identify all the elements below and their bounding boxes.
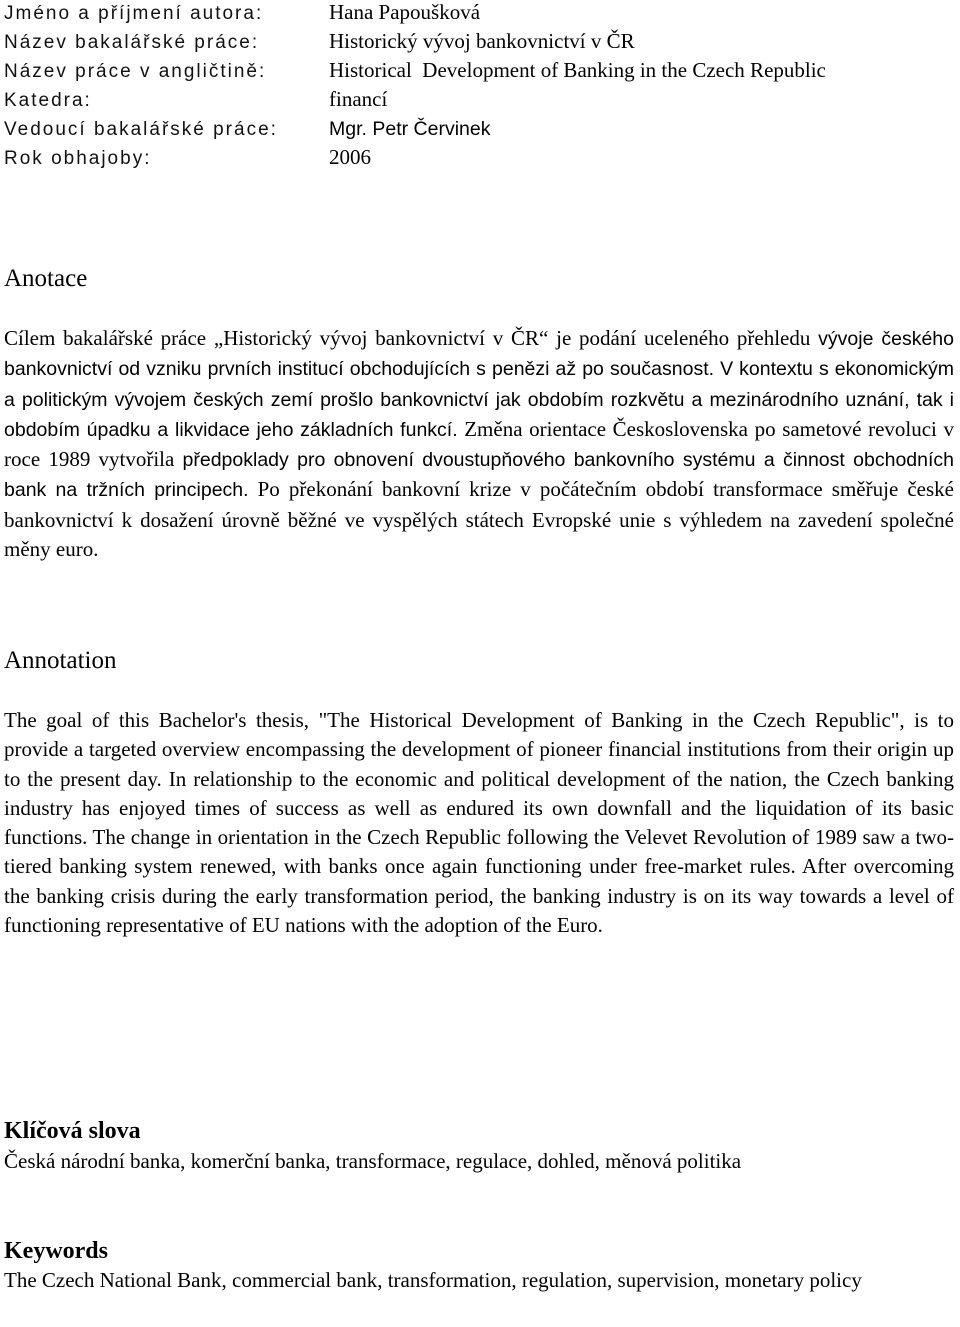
klicova-slova-text: Česká národní banka, komerční banka, transformace, regulace, dohled, měnová politika (4, 1149, 742, 1173)
meta-row-defense-year (4, 143, 826, 172)
meta-label: Vedoucí bakalářské práce: (4, 119, 278, 140)
meta-row-department (4, 85, 826, 114)
meta-label: Katedra: (4, 90, 92, 111)
meta-row-supervisor (4, 114, 826, 143)
meta-value: Historical Development of Banking in the Czech Republic (329, 58, 826, 82)
annotation-paragraph: The goal of this Bachelor's thesis, "The Historical Development of Banking in the Czech Republic", is to provide a targeted overview encompassing the development of pioneer financial institutions from their origin up to the present day. In relationship to the economic and political development of the nation, the Czech banking industry has enjoyed times of success as well as endured its own downfall and the liquidation of its basic functions. The change in orientation in the Czech Republic following the Velevet Revolution of 1989 saw a two-tiered banking system renewed, with banks once again functioning under free-market rules. After overcoming the banking crisis during the early transformation period, the banking industry is on its way towards a level of functioning representative of EU nations with the adoption of the Euro. (4, 708, 954, 938)
annotation-heading: Annotation (4, 647, 117, 674)
anotace-text-1: Cílem bakalářské práce „Historický vývoj bankovnictví v ČR“ je podání uceleného přehledu (4, 326, 819, 350)
meta-label: Název bakalářské práce: (4, 32, 260, 53)
meta-row-english-title (4, 56, 826, 85)
meta-value: Historický vývoj bankovnictví v ČR (329, 29, 635, 53)
anotace-text-5: Po překonání bankovní krize v počátečním období transformace směřuje české bankovnictví k dosažení úrovně běžné ve vyspělých státech Evropské unie s výhledem na zavedení společné měny euro. (4, 477, 954, 562)
keywords-heading: Keywords (4, 1238, 108, 1264)
meta-label: Jméno a příjmení autora: (4, 3, 264, 24)
anotace-text-3: Změna orientace Československa po sametové revoluci v roce 1989 vytvořila (4, 416, 954, 472)
keywords-text: The Czech National Bank, commercial bank, transformation, regulation, supervision, monetary policy (4, 1268, 862, 1292)
thesis-metadata (4, 0, 826, 172)
meta-value: Hana Papoušková (329, 0, 481, 24)
anotace-text-4: předpoklady pro obnovení dvoustupňového bankovního systému a činnost obchodních bank na tržních principech. (4, 449, 954, 502)
meta-value: 2006 (329, 145, 371, 169)
meta-value: Mgr. Petr Červinek (329, 118, 491, 140)
klicova-slova-heading: Klíčová slova (4, 1118, 141, 1144)
meta-row-thesis-title (4, 27, 826, 56)
meta-row-author (4, 0, 826, 27)
meta-label: Rok obhajoby: (4, 148, 152, 169)
meta-label: Název práce v angličtině: (4, 61, 267, 82)
meta-value: financí (329, 87, 388, 111)
anotace-heading: Anotace (4, 265, 88, 292)
anotace-text-2: vývoje českého bankovnictví od vzniku prvních institucí obchodujících s penězi až po současnost. V kontextu s ekonomickým a politickým vývojem českých zemí prošlo bankovnictví jak obdobím rozkvětu a mezinárodního uznání, tak i obdobím úpadku a likvidace jeho základních funkcí. (4, 328, 954, 441)
anotace-paragraph (4, 324, 954, 564)
